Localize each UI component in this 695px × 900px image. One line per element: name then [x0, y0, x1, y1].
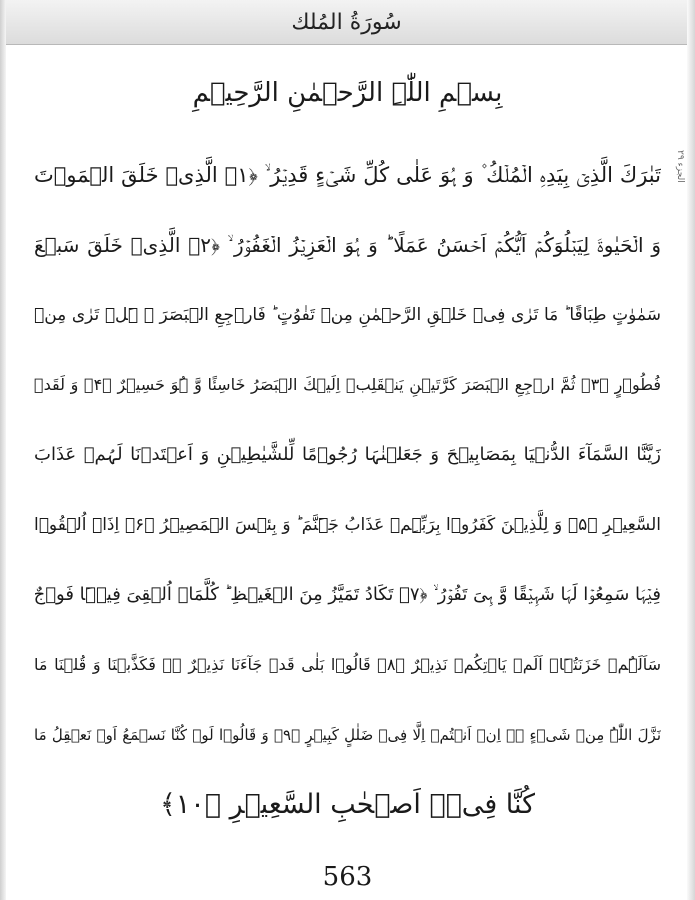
surah-header [6, 0, 687, 45]
verse-line-8: سَاَلَہُمۡ خَزَنَتُہَاۤ اَلَمۡ یَاۡتِكُمۡ نَذِیۡرٌ ﴿۸﴾ قَالُوۡا بَلٰی قَدۡ جَآءَنَا نَذِیۡرٌ ۬ۙ فَكَذَّبۡنَا وَ قُلۡنَا مَا [34, 655, 661, 674]
juz-marker: الجزء ۲۹ [675, 150, 685, 183]
verse-line-5: زَیَّنَّا السَّمَآءَ الدُّنۡیَا بِمَصَابِیۡحَ وَ جَعَلۡنٰہَا رُجُوۡمًا لِّلشَّیٰطِیۡنِ وَ اَعۡتَدۡنَا لَہُمۡ عَذَابَ [34, 444, 661, 465]
verse-line-10: كُنَّا فِیۡۤ اَصۡحٰبِ السَّعِیۡرِ ﴿۱۰﴾ [159, 789, 536, 820]
verse-line-1: تَبٰرَكَ الَّذِیۡ بِیَدِہِ الۡمُلۡكُ ۫ وَ ہُوَ عَلٰی كُلِّ شَیۡءٍ قَدِیۡرُ ۙ ﴿۱﴾ الَّذِیۡ خَلَقَ الۡمَوۡتَ [34, 163, 661, 187]
page-number: 563 [322, 862, 373, 892]
page-left-edge [0, 0, 6, 900]
verse-line-9: نَزَّلَ اللّٰہُ مِنۡ شَیۡءٍ ۚۖ اِنۡ اَنۡتُمۡ اِلَّا فِیۡ ضَلٰلٍ كَبِیۡرٍ ﴿۹﴾ وَ قَالُوۡا لَوۡ كُنَّا نَسۡمَعُ اَوۡ نَعۡقِلُ مَا [34, 726, 661, 744]
page-right-edge [687, 0, 695, 900]
verse-line-3: سَمٰوٰتٍ طِبَاقًا ؕ مَا تَرٰی فِیۡ خَلۡقِ الرَّحۡمٰنِ مِنۡ تَفٰوُتٍ ؕ فَارۡجِعِ الۡبَصَرَ ۙ ہَلۡ تَرٰی مِنۡ [34, 305, 661, 325]
verse-text-block [34, 140, 661, 840]
verse-line-4: فُطُوۡرٍ ﴿۳﴾ ثُمَّ ارۡجِعِ الۡبَصَرَ كَرَّتَیۡنِ یَنۡقَلِبۡ اِلَیۡكَ الۡبَصَرُ خَاسِئًا وَّ ہُوَ حَسِیۡرٌ ﴿۴﴾ وَ لَقَدۡ [34, 375, 661, 394]
verse-line-2: وَ الۡحَیٰوۃَ لِیَبۡلُوَكُمۡ اَیُّكُمۡ اَحۡسَنُ عَمَلًا ؕ وَ ہُوَ الۡعَزِیۡزُ الۡغَفُوۡرُ ۙ ﴿۲﴾ الَّذِیۡ خَلَقَ سَبۡعَ [34, 233, 661, 257]
verse-line-6: السَّعِیۡرِ ﴿۵﴾ وَ لِلَّذِیۡنَ كَفَرُوۡا بِرَبِّہِمۡ عَذَابُ جَہَنَّمَ ؕ وَ بِئۡسَ الۡمَصِیۡرُ ﴿۶﴾ اِذَاۤ اُلۡقُوۡا [34, 515, 661, 535]
verse-line-7: فِیۡہَا سَمِعُوۡا لَہَا شَہِیۡقًا وَّ ہِیَ تَفُوۡرُ ۙ ﴿۷﴾ تَكَادُ تَمَیَّزُ مِنَ الۡغَیۡظِ ؕ كُلَّمَاۤ اُلۡقِیَ فِیۡہَا فَوۡجٌ [34, 584, 661, 605]
basmala: بِسۡمِ اللّٰہِ الرَّحۡمٰنِ الرَّحِیۡمِ [192, 78, 503, 108]
surah-title: سُورَةُ المُلك [291, 9, 402, 35]
